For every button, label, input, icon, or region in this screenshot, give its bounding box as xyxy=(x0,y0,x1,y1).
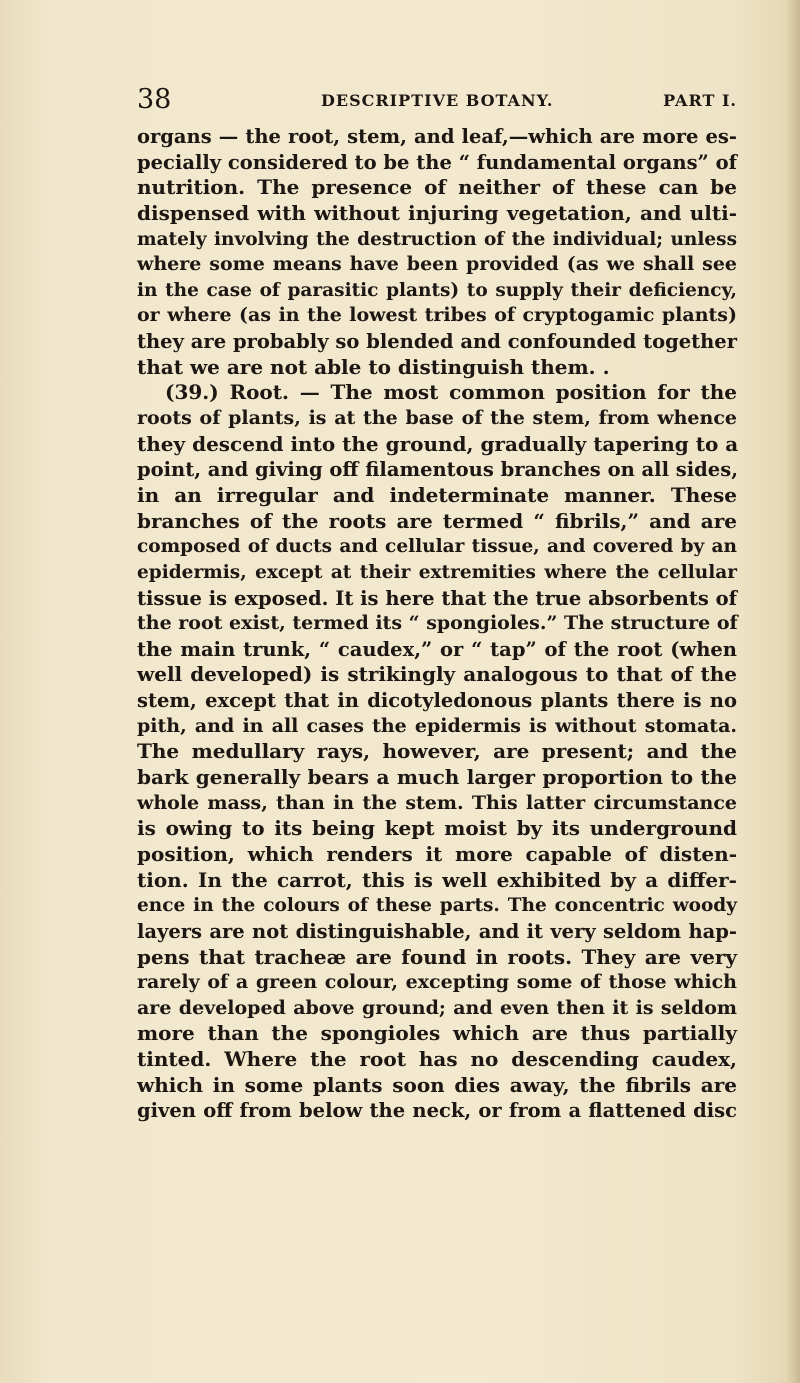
text-line: is owing to its being kept moist by its underground xyxy=(137,816,737,841)
text-line: nutrition. The presence of neither of these can be xyxy=(137,175,737,200)
text-line: pecially considered to be the “ fundamental organs” of xyxy=(137,150,737,174)
section-heading-line: (39.) Root. — The most common position for the xyxy=(165,380,737,405)
text-line: branches of the roots are termed “ fibrils,” and are xyxy=(137,508,737,533)
page-number: 38 xyxy=(137,84,172,115)
text-line: well developed) is strikingly analogous to that of the xyxy=(137,662,737,687)
text-line: tissue is exposed. It is here that the true absorbents of xyxy=(137,586,737,610)
text-line: point, and giving off filamentous branches on all sides, xyxy=(137,458,738,482)
text-line: the main trunk, “ caudex,” or “ tap” of the root (when xyxy=(137,637,737,661)
text-line: are developed above ground; and even then it is seldom xyxy=(137,996,737,1019)
text-line: which in some plants soon dies away, the fibrils are xyxy=(137,1072,737,1097)
text-line: they are probably so blended and confounded together xyxy=(137,330,737,354)
text-line: ence in the colours of these parts. The concentric woody xyxy=(137,895,737,917)
text-line: rarely of a green colour, excepting some of those which xyxy=(137,971,737,994)
text-line: composed of ducts and cellular tissue, and covered by an xyxy=(137,536,737,558)
text-line: more than the spongioles which are thus partially xyxy=(137,1021,737,1046)
text-line: organs — the root, stem, and leaf,—which are more es- xyxy=(137,125,737,148)
text-line: or where (as in the lowest tribes of cryptogamic plants) xyxy=(137,304,737,327)
text-line: mately involving the destruction of the individual; unless xyxy=(137,228,737,250)
text-line: layers are not distinguishable, and it very seldom hap- xyxy=(137,919,737,943)
body-text xyxy=(137,124,737,1124)
text-line: tion. In the carrot, this is well exhibited by a differ- xyxy=(137,867,737,892)
text-line: roots of plants, is at the base of the stem, from whence xyxy=(137,407,737,430)
text-line: in an irregular and indeterminate manner. These xyxy=(137,482,737,507)
text-line: where some means have been provided (as we shall see xyxy=(137,253,737,276)
text-line: that we are not able to distinguish them. . xyxy=(137,354,610,379)
text-line: pens that tracheæ are found in roots. They are very xyxy=(137,944,737,969)
text-line: whole mass, than in the stem. This latter circumstance xyxy=(137,791,737,814)
text-line: given off from below the neck, or from a flattened disc xyxy=(137,1099,737,1123)
text-line: The medullary rays, however, are present; and the xyxy=(137,739,737,764)
running-title: DESCRIPTIVE BOTANY. xyxy=(321,91,554,110)
page-edge-shadow xyxy=(786,0,800,1383)
text-line: the root exist, termed its “ spongioles.” The structure of xyxy=(137,612,738,635)
text-line: tinted. Where the root has no descending caudex, xyxy=(137,1047,737,1072)
text-line: epidermis, except at their extremities where the cellular xyxy=(137,561,737,583)
text-line: stem, except that in dicotyledonous plants there is no xyxy=(137,689,737,713)
text-line: pith, and in all cases the epidermis is without stomata. xyxy=(137,714,737,737)
text-line: they descend into the ground, gradually tapering to a xyxy=(137,431,739,456)
text-line: position, which renders it more capable of disten- xyxy=(137,841,737,866)
running-header xyxy=(137,84,737,114)
text-line: dispensed with without injuring vegetation, and ulti- xyxy=(137,200,737,225)
part-label: PART I. xyxy=(663,91,737,110)
text-line: in the case of parasitic plants) to supply their deficiency, xyxy=(137,279,737,301)
text-line: bark generally bears a much larger proportion to the xyxy=(137,765,737,790)
